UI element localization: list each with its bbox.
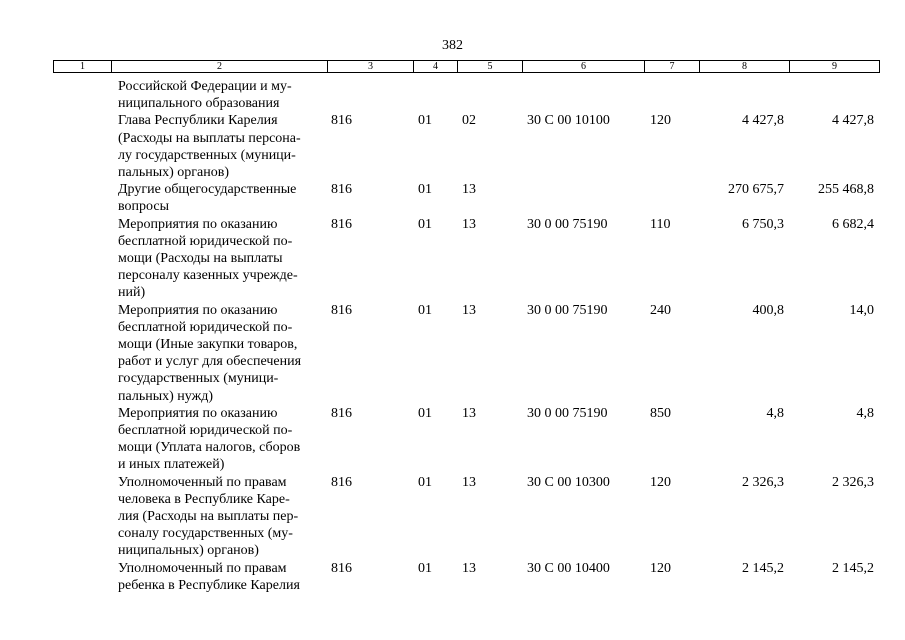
section-code: 01 <box>418 113 432 129</box>
target-article-code: 30 0 00 75190 <box>527 216 608 232</box>
amount-year-2: 6 682,4 <box>832 216 874 232</box>
description-line: ребенка в Республике Карелия <box>118 577 300 593</box>
description-line: бесплатной юридической по- <box>118 233 293 249</box>
row-description <box>118 112 323 181</box>
description-line: мощи (Расходы на выплаты <box>118 251 283 267</box>
column-header-8: 8 <box>700 61 790 73</box>
subsection-code: 13 <box>462 405 476 421</box>
section-code: 01 <box>418 182 432 198</box>
description-line: Другие общегосударственные <box>118 182 297 198</box>
column-header-5: 5 <box>458 61 523 73</box>
ministry-code: 816 <box>331 216 352 232</box>
amount-year-2: 14,0 <box>849 302 874 318</box>
table-row <box>0 405 905 474</box>
row-description <box>118 78 323 112</box>
section-code: 01 <box>418 474 432 490</box>
subsection-code: 13 <box>462 474 476 490</box>
ministry-code: 816 <box>331 474 352 490</box>
table-row <box>0 112 905 181</box>
column-number-header <box>53 60 880 73</box>
description-line: бесплатной юридической по- <box>118 319 293 335</box>
column-header-9: 9 <box>790 61 880 73</box>
description-line: персоналу казенных учрежде- <box>118 268 298 284</box>
description-line: Уполномоченный по правам <box>118 560 287 576</box>
amount-year-1: 400,8 <box>752 302 784 318</box>
ministry-code: 816 <box>331 113 352 129</box>
expense-type-code: 850 <box>650 405 671 421</box>
description-line: государственных (муници- <box>118 371 279 387</box>
subsection-code: 02 <box>462 113 476 129</box>
description-line: пальных) нужд) <box>118 388 214 404</box>
subsection-code: 13 <box>462 302 476 318</box>
description-line: Глава Республики Карелия <box>118 113 278 129</box>
column-header-6: 6 <box>523 61 645 73</box>
ministry-code: 816 <box>331 302 352 318</box>
description-line: Российской Федерации и му- <box>118 79 292 94</box>
amount-year-1: 270 675,7 <box>728 182 784 198</box>
amount-year-2: 255 468,8 <box>818 182 874 198</box>
description-line: лия (Расходы на выплаты пер- <box>118 509 299 525</box>
row-description <box>118 405 323 474</box>
column-header-3: 3 <box>328 61 414 73</box>
table-row <box>0 216 905 302</box>
description-line: бесплатной юридической по- <box>118 423 293 439</box>
target-article-code: 30 С 00 10400 <box>527 560 610 576</box>
description-line: (Расходы на выплаты персона- <box>118 130 301 146</box>
column-header-7: 7 <box>645 61 700 73</box>
target-article-code: 30 0 00 75190 <box>527 405 608 421</box>
description-line: вопросы <box>118 199 169 215</box>
amount-year-1: 2 326,3 <box>742 474 784 490</box>
target-article-code: 30 С 00 10300 <box>527 474 610 490</box>
table-row <box>0 78 905 112</box>
row-description <box>118 181 323 215</box>
subsection-code: 13 <box>462 216 476 232</box>
description-line: Мероприятия по оказанию <box>118 302 278 318</box>
subsection-code: 13 <box>462 560 476 576</box>
description-line: Мероприятия по оказанию <box>118 216 278 232</box>
page-number: 382 <box>442 38 463 53</box>
description-line: мощи (Иные закупки товаров, <box>118 337 298 353</box>
description-line: и иных платежей) <box>118 457 225 473</box>
column-header-4: 4 <box>414 61 458 73</box>
row-description <box>118 560 323 594</box>
budget-table-body <box>0 78 905 594</box>
description-line: лу государственных (муници- <box>118 147 296 163</box>
expense-type-code: 120 <box>650 474 671 490</box>
description-line: Уполномоченный по правам <box>118 474 287 490</box>
description-line: пальных) органов) <box>118 165 229 181</box>
description-line: ниципальных) органов) <box>118 543 259 559</box>
section-code: 01 <box>418 405 432 421</box>
target-article-code: 30 0 00 75190 <box>527 302 608 318</box>
subsection-code: 13 <box>462 182 476 198</box>
row-description <box>118 216 323 302</box>
amount-year-2: 2 145,2 <box>832 560 874 576</box>
amount-year-2: 2 326,3 <box>832 474 874 490</box>
column-header-2: 2 <box>112 61 328 73</box>
table-row <box>0 474 905 560</box>
expense-type-code: 120 <box>650 560 671 576</box>
table-row <box>0 181 905 215</box>
section-code: 01 <box>418 560 432 576</box>
description-line: Мероприятия по оказанию <box>118 405 278 421</box>
description-line: ниципального образования <box>118 96 280 112</box>
expense-type-code: 110 <box>650 216 671 232</box>
amount-year-2: 4,8 <box>856 405 874 421</box>
amount-year-1: 4,8 <box>766 405 784 421</box>
description-line: мощи (Уплата налогов, сборов <box>118 440 301 456</box>
description-line: человека в Республике Каре- <box>118 491 290 507</box>
table-row <box>0 302 905 405</box>
ministry-code: 816 <box>331 182 352 198</box>
row-description <box>118 302 323 405</box>
section-code: 01 <box>418 302 432 318</box>
section-code: 01 <box>418 216 432 232</box>
amount-year-2: 4 427,8 <box>832 113 874 129</box>
description-line: работ и услуг для обеспечения <box>118 354 302 370</box>
target-article-code: 30 С 00 10100 <box>527 113 610 129</box>
column-header-1: 1 <box>54 61 112 73</box>
description-line: ний) <box>118 285 146 301</box>
expense-type-code: 240 <box>650 302 671 318</box>
amount-year-1: 6 750,3 <box>742 216 784 232</box>
description-line: соналу государственных (му- <box>118 526 293 542</box>
row-description <box>118 474 323 560</box>
ministry-code: 816 <box>331 560 352 576</box>
amount-year-1: 2 145,2 <box>742 560 784 576</box>
ministry-code: 816 <box>331 405 352 421</box>
amount-year-1: 4 427,8 <box>742 113 784 129</box>
expense-type-code: 120 <box>650 113 671 129</box>
table-row <box>0 560 905 594</box>
